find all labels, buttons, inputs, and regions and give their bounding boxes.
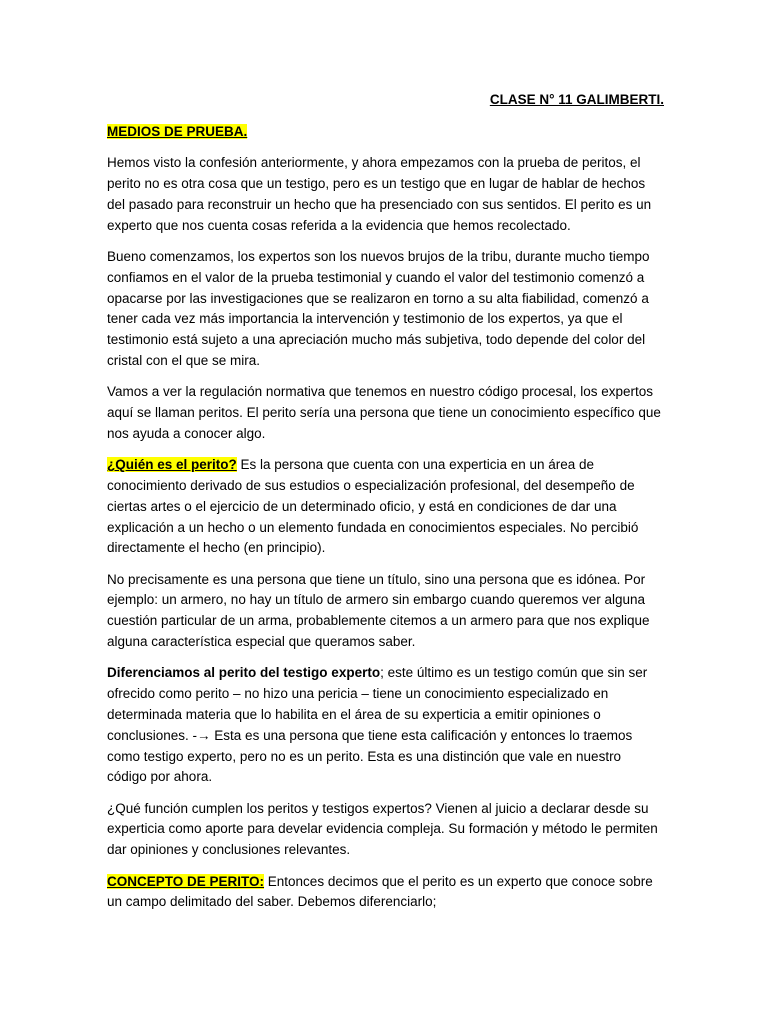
paragraph-3: Vamos a ver la regulación normativa que tenemos en nuestro código procesal, los expertos aquí se llaman peritos. El perito sería una persona que tiene un conocimiento específico que nos ayuda a conocer algo. (107, 384, 661, 441)
paragraph-2: Bueno comenzamos, los expertos son los nuevos brujos de la tribu, durante mucho tiempo confiamos en el valor de la prueba testimonial y cuando el valor del testimonio comenzó a opacarse por las investigaciones que se realizaron en torno a su alta fiabilidad, comenzó a tener cada vez más importancia la intervención y testimonio de los expertos, ya que el testimonio está sujeto a una apreciación mucho más subjetiva, todo depende del color del cristal con el que se mira. (107, 248, 650, 368)
paragraph-7: ¿Qué función cumplen los peritos y testigos expertos? Vienen al juicio a declarar desde su experticia como aporte para develar evidencia compleja. Su formación y método le permiten dar opiniones y conclusiones relevantes. (107, 800, 658, 858)
paragraph-5: No precisamente es una persona que tiene un título, sino una persona que es idónea. Por ejemplo: un armero, no hay un título de armero sin embargo cuando queremos ver alguna cuestión particular de un arma, probablemente citemos a un armero para que nos explique alguna característica especial que queramos saber. (107, 571, 650, 650)
paragraph-8-text: Entonces decimos que el perito es un experto que conoce sobre un campo delimitado del saber. Debemos diferenciarlo; (107, 873, 653, 910)
concepto-de-perito-label: CONCEPTO DE PERITO: (107, 873, 265, 889)
paragraph-1: Hemos visto la confesión anteriormente, y ahora empezamos con la prueba de peritos, el perito no es otra cosa que un testigo, pero es un testigo que en lugar de hablar de hechos del pasado para reconstruir un hecho que ha presenciado con sus sentidos. El perito es un experto que nos cuenta cosas referida a la evidencia que hemos recolectado. (107, 155, 652, 233)
quien-es-el-perito-label: ¿Quién es el perito? (107, 457, 237, 473)
paragraph-6-text: ; este último es un testigo común que sin ser ofrecido como perito – no hizo una pericia – tiene un conocimiento especializado en determinada materia que lo habilita en el área de su experticia a emitir opiniones o conclusiones. -→ Esta es una persona que tiene esta calificación y entonces lo traemos como testigo experto, pero no es un perito. Esta es una distinción que vale en nuestro código por ahora. (107, 665, 648, 785)
medios-de-prueba-heading: MEDIOS DE PRUEBA. (107, 124, 248, 139)
section-heading (107, 122, 663, 143)
diferenciamos-label: Diferenciamos al perito del testigo experto (107, 665, 381, 681)
paragraph-4-text: Es la persona que cuenta con una experticia en un área de conocimiento derivado de sus estudios o especialización profesional, del desempeño de ciertas artes o el ejercicio de un determinado oficio, y está en condiciones de dar una explicación a un hecho o un elemento fundada en conocimientos especiales. No percibió directamente el hecho (en principio). (107, 457, 639, 556)
paragraph-4 (107, 455, 663, 559)
paragraph-6 (107, 663, 663, 788)
class-title: CLASE N° 11 GALIMBERTI. (489, 92, 664, 107)
paragraph-8 (107, 872, 663, 914)
document-body (107, 122, 663, 924)
